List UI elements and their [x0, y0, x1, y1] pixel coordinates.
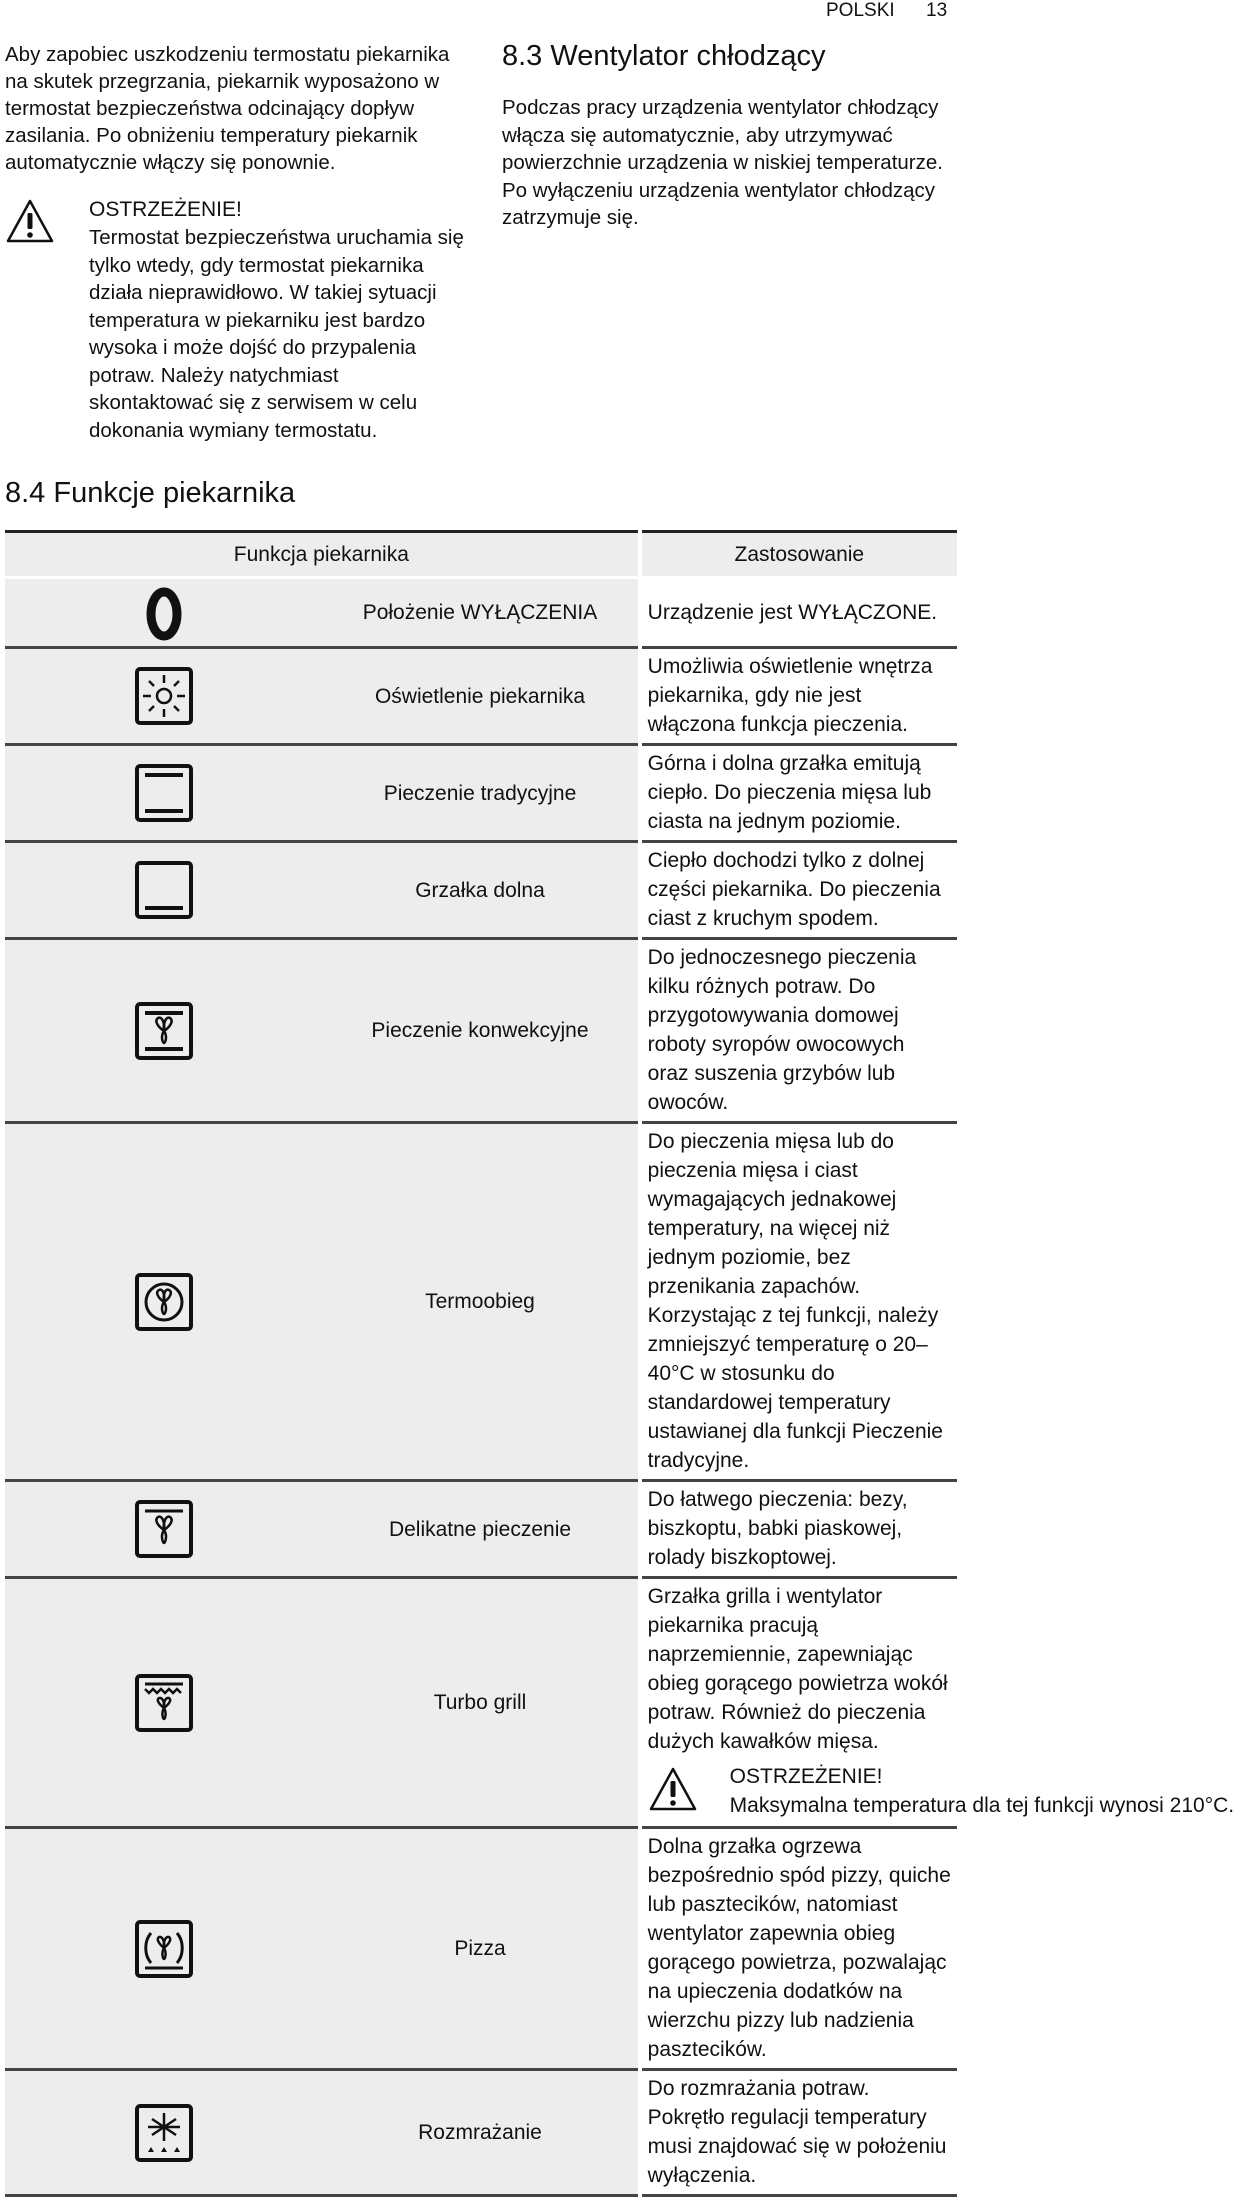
function-description: Do pieczenia mięsa lub do pieczenia mięsa i ciast wymagających jednakowej temperatury, na więcej niż jednym poziomie, bez przenikania zapachów. Korzystając z tej funkcji, należy zmniejszyć temperaturę o 20–40°C w stosunku do standardowej temperatury ustawianej dla funkcji Pieczenie tradycyjne.	[640, 1123, 957, 1481]
function-name: Pieczenie tradycyjne	[322, 745, 639, 842]
table-row	[5, 1828, 957, 2070]
warning-body: Maksymalna temperatura dla tej funkcji wynosi 210°C.	[729, 1794, 1234, 1817]
table-row	[5, 578, 957, 648]
function-description: Dolna grzałka ogrzewa bezpośrednio spód pizzy, quiche lub pasztecików, natomiast wentylator zapewnia obieg gorącego powietrza, pozwalając na upieczenia dodatków na wierzchu pizzy lub nadzienia pasztecików.	[640, 1828, 957, 2070]
function-description: Umożliwia oświetlenie wnętrza piekarnika, gdy nie jest włączona funkcja pieczenia.	[640, 648, 957, 745]
function-name: Turbo grill	[322, 1578, 639, 1828]
function-description: Urządzenie jest WYŁĄCZONE.	[640, 578, 957, 648]
oven-light-icon	[134, 666, 194, 726]
defrost-icon	[134, 2103, 194, 2163]
true-fan-icon	[134, 1272, 194, 1332]
turbo-grill-warning	[648, 1762, 1234, 1822]
warning-triangle-icon	[648, 1766, 698, 1812]
table-row	[5, 745, 957, 842]
warning-title: OSTRZEŻENIE!	[89, 198, 242, 221]
table-row	[5, 1123, 957, 1481]
header-use: Zastosowanie	[640, 532, 957, 578]
oven-functions-table	[5, 530, 1234, 2197]
table-row	[5, 648, 957, 745]
function-name: Termoobieg	[322, 1123, 639, 1481]
header-function: Funkcja piekarnika	[5, 532, 640, 578]
off-position-icon	[134, 583, 194, 643]
function-name: Położenie WYŁĄCZENIA	[322, 578, 639, 648]
function-description: Grzałka grilla i wentylator piekarnika pracują naprzemiennie, zapewniając obieg gorącego powietrza wokół potraw. Również do pieczenia dużych kawałków mięsa.	[647, 1585, 948, 1753]
warning-body: Termostat bezpieczeństwa uruchamia się tylko wtedy, gdy termostat piekarnika działa nieprawidłowo. W takiej sytuacji temperatura w piekarniku jest bardzo wysoka i może dojść do przypalenia potraw. Należy natychmiast skontaktować się z serwisem w celu dokonania wymiany termostatu.	[89, 226, 464, 442]
function-description: Ciepło dochodzi tylko z dolnej części piekarnika. Do pieczenia ciast z kruchym spodem.	[640, 842, 957, 939]
function-description: Górna i dolna grzałka emitują ciepło. Do pieczenia mięsa lub ciasta na jednym poziomie.	[640, 745, 957, 842]
function-name: Pizza	[322, 1828, 639, 2070]
section-8-3-title: 8.3 Wentylator chłodzący	[502, 40, 826, 72]
function-name: Pieczenie konwekcyjne	[322, 939, 639, 1123]
table-row	[5, 2070, 957, 2196]
warning-triangle-icon	[5, 198, 55, 244]
table-row	[5, 1578, 957, 1828]
table-row	[5, 842, 957, 939]
function-name: Oświetlenie piekarnika	[322, 648, 639, 745]
section-8-3-body: Podczas pracy urządzenia wentylator chłodzący włącza się automatycznie, aby utrzymywać powierzchnie urządzenia w niskiej temperaturze. Po wyłączeniu urządzenia wentylator chłodzący zatrzymuje się.	[502, 96, 943, 229]
function-name: Rozmrażanie	[322, 2070, 639, 2196]
conventional-cooking-icon	[134, 763, 194, 823]
function-description: Do jednoczesnego pieczenia kilku różnych potraw. Do przygotowywania domowej roboty syropów owocowych oraz suszenia grzybów lub owoców.	[640, 939, 957, 1123]
table-header-row	[5, 532, 957, 578]
table-row	[5, 939, 957, 1123]
intro-paragraph: Aby zapobiec uszkodzeniu termostatu piekarnika na skutek przegrzania, piekarnik wyposażono w termostat bezpieczeństwa odcinający dopływ zasilania. Po obniżeniu temperatury piekarnik automatycznie włączy się ponownie.	[5, 43, 450, 174]
table-row	[5, 1481, 957, 1578]
bottom-heat-icon	[134, 860, 194, 920]
section-8-4-title: 8.4 Funkcje piekarnika	[5, 477, 296, 509]
function-name: Delikatne pieczenie	[322, 1481, 639, 1578]
convection-cooking-icon	[134, 1001, 194, 1061]
warning-title: OSTRZEŻENIE!	[729, 1765, 883, 1788]
turbo-grill-icon	[134, 1673, 194, 1733]
function-name: Grzałka dolna	[322, 842, 639, 939]
header-language: POLSKI	[826, 0, 895, 21]
page-number: 13	[926, 0, 948, 21]
gentle-baking-icon	[134, 1499, 194, 1559]
pizza-icon	[134, 1919, 194, 1979]
function-description: Do łatwego pieczenia: bezy, biszkoptu, babki piaskowej, rolady biszkoptowej.	[640, 1481, 957, 1578]
function-description: Do rozmrażania potraw. Pokrętło regulacji temperatury musi znajdować się w położeniu wyłączenia.	[640, 2070, 957, 2196]
